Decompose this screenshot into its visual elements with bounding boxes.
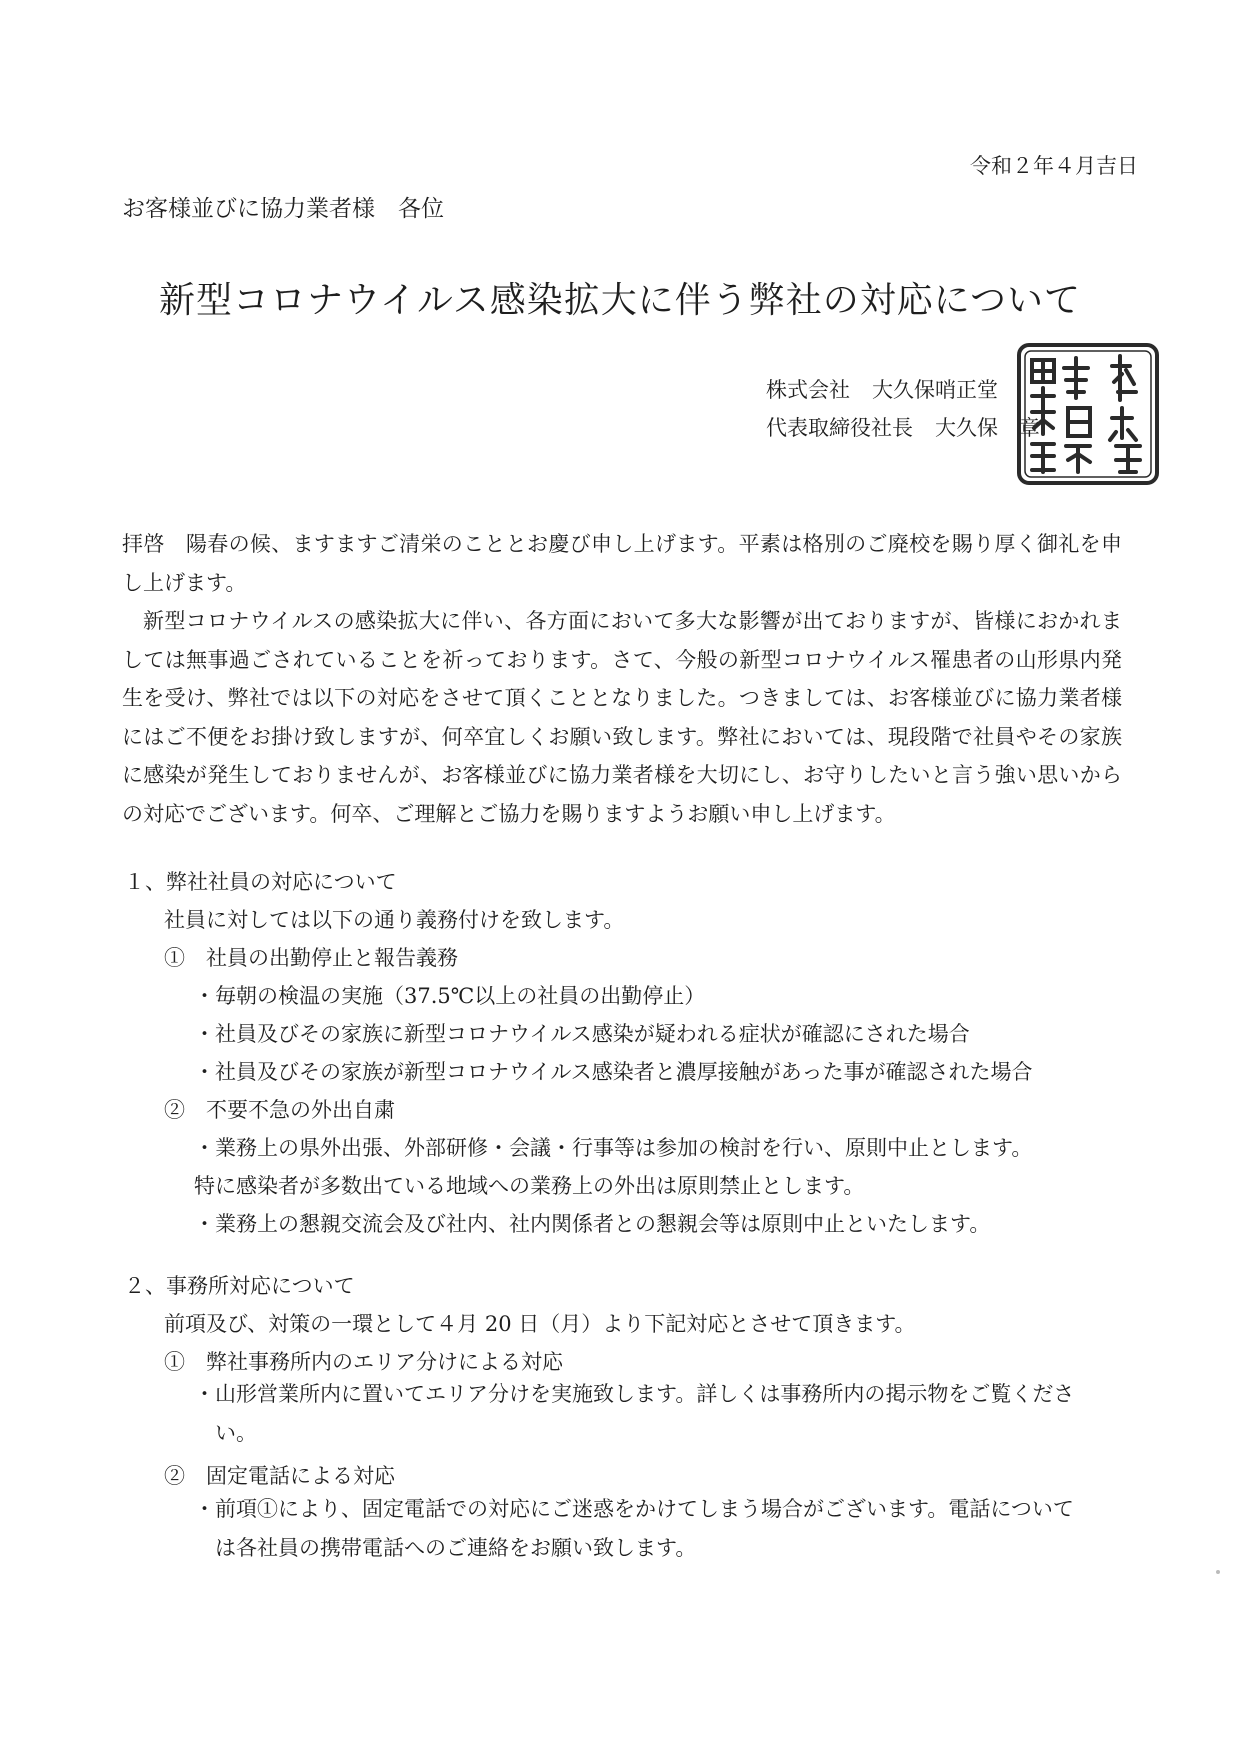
- document-title: 新型コロナウイルス感染拡大に伴う弊社の対応について: [158, 280, 1082, 321]
- section-1-item-2-bullet: ・業務上の懇親交流会及び社内、社内関係者との懇親会等は原則中止といたします。: [194, 1212, 991, 1236]
- section-1-item-1-bullet: ・社員及びその家族が新型コロナウイルス感染者と濃厚接触があった事が確認された場合: [194, 1060, 1033, 1084]
- greeting-paragraph: 拝啓 陽春の候、ますますご清栄のこととお慶び申し上げます。平素は格別のご廃校を賜り厚く御礼を申し上げます。: [122, 532, 1122, 595]
- company-label: 株式会社: [766, 378, 850, 402]
- section-2-item-2-bullet: [194, 1490, 1154, 1568]
- intro-body: [122, 525, 1122, 833]
- section-2-item-1-title: ① 弊社事務所内のエリア分けによる対応: [164, 1350, 563, 1374]
- bullet-line: ・前項①により、固定電話での対応にご迷惑をかけてしまう場合がございます。電話について: [194, 1497, 1074, 1521]
- company-name: 大久保哨正堂: [872, 378, 998, 402]
- section-1-item-1-title: ① 社員の出勤停止と報告義務: [164, 946, 458, 970]
- section-1-heading: １、弊社社員の対応について: [124, 870, 397, 894]
- company-row: [766, 374, 1040, 412]
- section-1-item-1-bullet: ・毎朝の検温の実施（37.5℃以上の社員の出勤停止）: [194, 984, 706, 1008]
- section-2-heading: ２、事務所対応について: [124, 1274, 355, 1298]
- representative-row: [766, 412, 1040, 450]
- section-1-item-2-bullet-continuation: 特に感染者が多数出ている地域への業務上の外出は原則禁止とします。: [194, 1174, 865, 1198]
- document-date: 令和２年４月吉日: [970, 154, 1138, 178]
- bullet-line: い。: [215, 1421, 257, 1445]
- scan-speck: [1216, 1570, 1220, 1574]
- section-1-item-1-bullet: ・社員及びその家族に新型コロナウイルス感染が疑われる症状が確認にされた場合: [194, 1022, 970, 1046]
- section-2-item-2-title: ② 固定電話による対応: [164, 1464, 395, 1488]
- representative-name: 大久保 章: [935, 416, 1040, 440]
- signature-block: [766, 374, 1040, 450]
- recipient-line: お客様並びに協力業者様 各位: [122, 196, 444, 222]
- bullet-line: は各社員の携帯電話へのご連絡をお願い致します。: [215, 1536, 697, 1560]
- section-1-item-2-title: ② 不要不急の外出自粛: [164, 1098, 395, 1122]
- bullet-line: ・山形営業所内に置いてエリア分けを実施致します。詳しくは事務所内の掲示物をご覧くださ: [194, 1382, 1075, 1406]
- company-seal-stamp: [1016, 342, 1160, 486]
- section-2-item-1-bullet: [194, 1375, 1154, 1453]
- main-paragraph: 新型コロナウイルスの感染拡大に伴い、各方面において多大な影響が出ておりますが、皆様におかれましては無事過ごされていることを祈っております。さて、今般の新型コロナウイルス罹患者の山形県内発生を受け、弊社では以下の対応をさせて頂くこととなりました。つきましては、お客様並びに協力業者様にはご不便をお掛け致しますが、何卒宜しくお願い致します。弊社においては、現段階で社員やその家族に感染が発生しておりませんが、お客様並びに協力業者様を大切にし、お守りしたいと言う強い思いからの対応でございます。何卒、ご理解とご協力を賜りますようお願い申し上げます。: [122, 609, 1122, 826]
- section-1-lead: 社員に対しては以下の通り義務付けを致します。: [164, 908, 625, 932]
- section-2-lead: 前項及び、対策の一環として４月 20 日（月）より下記対応とさせて頂きます。: [164, 1312, 916, 1336]
- section-1-item-2-bullet: ・業務上の県外出張、外部研修・会議・行事等は参加の検討を行い、原則中止とします。: [194, 1136, 1033, 1160]
- representative-role: 代表取締役社長: [766, 416, 913, 440]
